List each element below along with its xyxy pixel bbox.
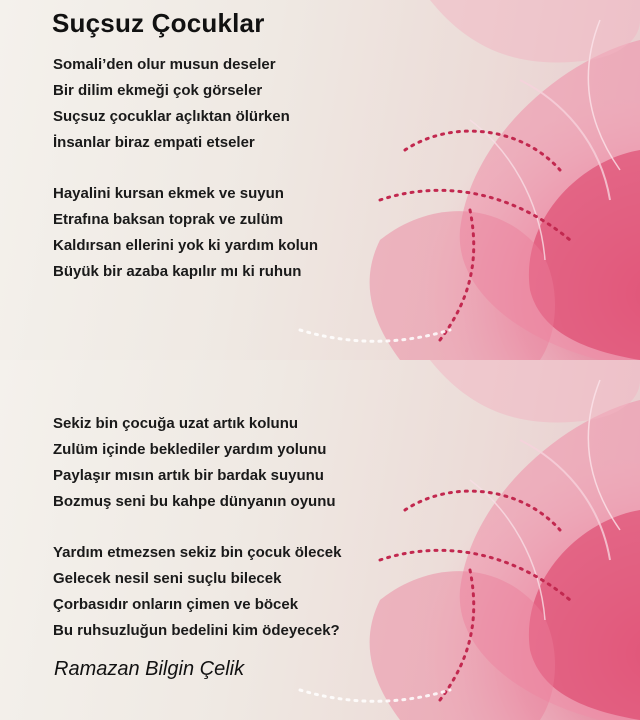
stanza-3 (53, 411, 336, 515)
poem-title: Suçsuz Çocuklar (52, 8, 265, 38)
poem-line: Paylaşır mısın artık bir bardak suyunu (53, 467, 324, 484)
poem-line: Sekiz bin çocuğa uzat artık kolunu (53, 415, 299, 432)
poem-line: Yardım etmezsen sekiz bin çocuk ölecek (53, 544, 342, 561)
poem-line: Somali’den olur musun deseler (53, 56, 276, 73)
stanza-1 (53, 52, 290, 156)
poem-line: Kaldırsan ellerini yok ki yardım kolun (53, 237, 319, 254)
poem-author: Ramazan Bilgin Çelik (54, 658, 245, 680)
poem-line: İnsanlar biraz empati etseler (53, 134, 255, 151)
poem-line: Büyük bir azaba kapılır mı ki ruhun (53, 263, 302, 280)
stanza-4 (53, 540, 341, 644)
poem-line: Bu ruhsuzluğun bedelini kim ödeyecek? (53, 622, 340, 639)
poem-line: Hayalini kursan ekmek ve suyun (53, 185, 284, 202)
poem-line: Zulüm içinde beklediler yardım yolunu (53, 441, 327, 458)
poem-line: Etrafına baksan toprak ve zulüm (53, 211, 284, 228)
stanza-2 (53, 181, 318, 285)
poem-line: Bozmuş seni bu kahpe dünyanın oyunu (53, 493, 336, 510)
poem-line: Bir dilim ekmeği çok görseler (53, 82, 263, 99)
poem-line: Çorbasıdır onların çimen ve böcek (53, 596, 299, 613)
poem-line: Gelecek nesil seni suçlu bilecek (53, 570, 282, 587)
poem-line: Suçsuz çocuklar açlıktan ölürken (53, 108, 290, 125)
